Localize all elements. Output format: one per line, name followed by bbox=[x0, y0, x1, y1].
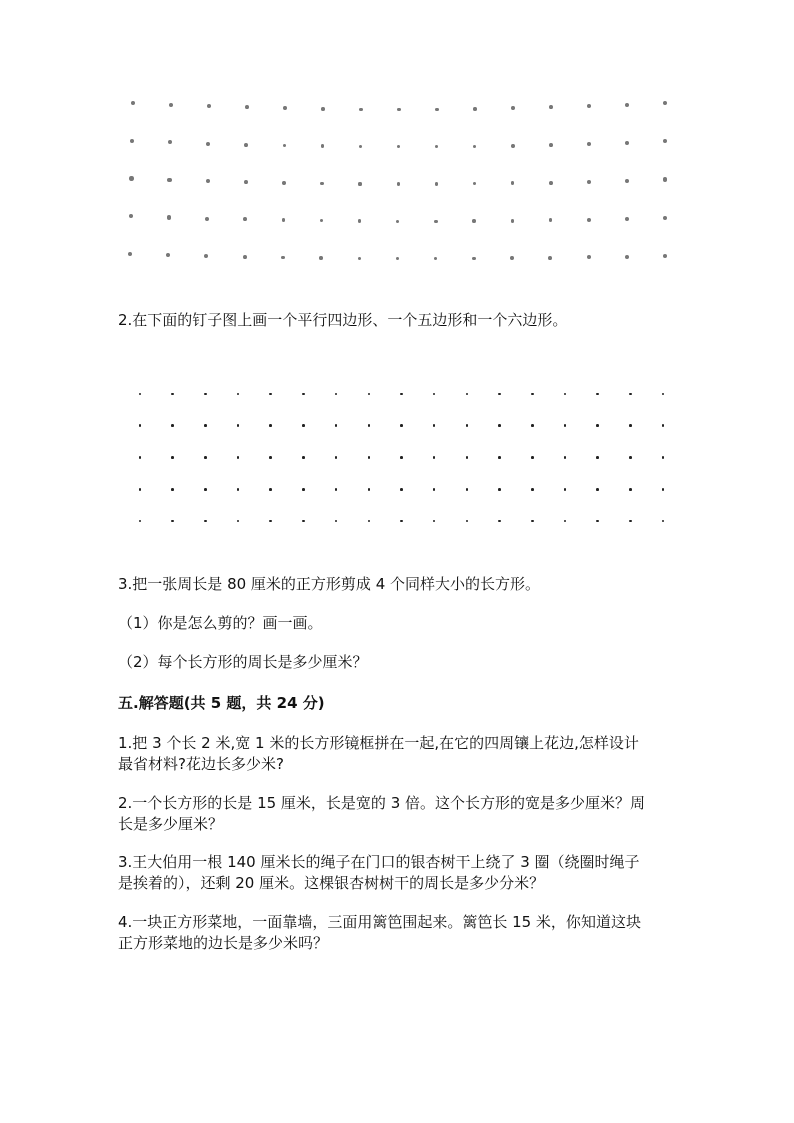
nail-dot bbox=[564, 456, 567, 459]
nail-dot bbox=[564, 393, 567, 396]
nail-dot bbox=[663, 101, 667, 105]
nail-dot bbox=[531, 424, 534, 427]
nail-dot bbox=[335, 424, 338, 427]
nail-dot bbox=[237, 456, 240, 459]
nail-dot bbox=[511, 219, 515, 223]
nail-dot bbox=[319, 256, 323, 260]
nail-dot bbox=[596, 488, 599, 491]
nail-dot bbox=[433, 456, 436, 459]
nail-dot bbox=[435, 108, 438, 111]
nail-dot bbox=[368, 520, 371, 523]
nail-dot bbox=[625, 255, 629, 259]
nail-dot bbox=[662, 456, 665, 459]
nail-dot bbox=[396, 220, 399, 223]
nail-dot bbox=[358, 219, 361, 222]
nail-dot bbox=[204, 520, 207, 523]
nail-dot bbox=[358, 182, 361, 185]
nail-dot bbox=[282, 218, 286, 222]
nail-dot bbox=[435, 145, 438, 148]
nail-dot bbox=[171, 456, 174, 459]
nail-dot bbox=[625, 179, 629, 183]
nail-dot bbox=[269, 520, 272, 523]
nail-dot bbox=[548, 256, 552, 260]
problem-2-text: 2.在下面的钉子图上画一个平行四边形、一个五边形和一个六边形。 bbox=[118, 311, 568, 329]
nail-dot bbox=[320, 219, 324, 223]
nail-dot bbox=[596, 424, 599, 427]
nail-dot bbox=[498, 488, 501, 491]
nail-dot bbox=[207, 104, 211, 108]
nail-dot bbox=[511, 106, 515, 110]
nail-dot bbox=[335, 488, 338, 491]
nail-dot bbox=[549, 143, 553, 147]
problem-3-part-2: （2）每个长方形的周长是多少厘米？ bbox=[118, 653, 368, 671]
nail-dot bbox=[596, 393, 599, 396]
nail-dot bbox=[302, 456, 305, 459]
nail-dot bbox=[473, 145, 477, 149]
nail-dot bbox=[171, 393, 174, 396]
nail-dot bbox=[171, 520, 174, 523]
nail-dot bbox=[302, 488, 305, 491]
nail-dot bbox=[396, 257, 399, 260]
nail-dot bbox=[321, 107, 325, 111]
nail-dot bbox=[128, 252, 132, 256]
nail-dot bbox=[510, 256, 514, 260]
nail-dot bbox=[473, 107, 477, 111]
nail-dot bbox=[237, 393, 240, 396]
nail-dot bbox=[283, 106, 287, 110]
nail-dot bbox=[243, 255, 247, 259]
nail-dot bbox=[244, 180, 248, 184]
nail-dot bbox=[320, 182, 324, 186]
nail-dot bbox=[564, 424, 567, 427]
nail-dot bbox=[549, 218, 553, 222]
nail-dot bbox=[433, 424, 436, 427]
nail-dot bbox=[629, 393, 632, 396]
nail-dot bbox=[205, 217, 209, 221]
q2-line-2: 长是多少厘米？ bbox=[118, 815, 224, 833]
nail-dot bbox=[662, 488, 665, 491]
nail-dot bbox=[368, 456, 371, 459]
nail-board-grid-1 bbox=[0, 0, 794, 300]
nail-dot bbox=[473, 182, 477, 186]
nail-dot bbox=[498, 456, 501, 459]
nail-dot bbox=[629, 456, 632, 459]
nail-dot bbox=[587, 142, 591, 146]
nail-dot bbox=[564, 520, 567, 523]
nail-dot bbox=[206, 142, 210, 146]
nail-dot bbox=[129, 176, 133, 180]
nail-dot bbox=[511, 181, 515, 185]
nail-dot bbox=[237, 520, 240, 523]
nail-dot bbox=[139, 520, 142, 523]
nail-dot bbox=[433, 393, 436, 396]
nail-dot bbox=[167, 215, 171, 219]
nail-dot bbox=[472, 257, 476, 261]
nail-dot bbox=[243, 217, 247, 221]
nail-dot bbox=[206, 179, 210, 183]
nail-dot bbox=[400, 393, 403, 396]
nail-dot bbox=[131, 101, 135, 105]
nail-dot bbox=[397, 182, 400, 185]
nail-dot bbox=[171, 488, 174, 491]
nail-dot bbox=[269, 488, 272, 491]
nail-dot bbox=[335, 456, 338, 459]
nail-dot bbox=[139, 456, 142, 459]
nail-dot bbox=[466, 424, 469, 427]
nail-dot bbox=[466, 456, 469, 459]
nail-dot bbox=[204, 488, 207, 491]
nail-dot bbox=[531, 488, 534, 491]
nail-dot bbox=[397, 145, 400, 148]
problem-3-text: 3.把一张周长是 80 厘米的正方形剪成 4 个同样大小的长方形。 bbox=[118, 575, 541, 593]
nail-dot bbox=[204, 254, 208, 258]
nail-dot bbox=[129, 214, 133, 218]
nail-dot bbox=[596, 520, 599, 523]
problem-3-part-1: （1）你是怎么剪的？画一画。 bbox=[118, 614, 323, 632]
nail-dot bbox=[359, 108, 362, 111]
nail-dot bbox=[139, 488, 142, 491]
nail-dot bbox=[587, 104, 591, 108]
nail-dot bbox=[282, 181, 286, 185]
nail-dot bbox=[629, 424, 632, 427]
nail-dot bbox=[171, 424, 174, 427]
nail-dot bbox=[139, 424, 142, 427]
nail-dot bbox=[531, 520, 534, 523]
nail-dot bbox=[434, 220, 437, 223]
nail-dot bbox=[625, 103, 629, 107]
nail-dot bbox=[166, 253, 170, 257]
nail-dot bbox=[663, 139, 667, 143]
nail-dot bbox=[433, 488, 436, 491]
nail-dot bbox=[466, 520, 469, 523]
nail-dot bbox=[629, 488, 632, 491]
nail-dot bbox=[368, 488, 371, 491]
nail-dot bbox=[564, 488, 567, 491]
nail-dot bbox=[472, 219, 476, 223]
nail-dot bbox=[269, 456, 272, 459]
q4-line-2: 正方形菜地的边长是多少米吗？ bbox=[118, 934, 329, 952]
nail-dot bbox=[204, 456, 207, 459]
nail-dot bbox=[625, 217, 629, 221]
nail-dot bbox=[435, 182, 438, 185]
nail-dot bbox=[587, 255, 591, 259]
nail-dot bbox=[587, 218, 591, 222]
nail-dot bbox=[302, 393, 305, 396]
q3-line-2: 是挨着的），还剩 20 厘米。这棵银杏树树干的周长是多少分米？ bbox=[118, 874, 545, 892]
nail-dot bbox=[169, 103, 173, 107]
nail-dot bbox=[663, 177, 667, 181]
nail-dot bbox=[400, 424, 403, 427]
nail-dot bbox=[397, 108, 400, 111]
nail-board-grid-2 bbox=[0, 370, 794, 540]
nail-dot bbox=[629, 520, 632, 523]
q4-line-1: 4.一块正方形菜地，一面靠墙，三面用篱笆围起来。篱笆长 15 米，你知道这块 bbox=[118, 913, 641, 931]
nail-dot bbox=[662, 393, 665, 396]
nail-dot bbox=[400, 456, 403, 459]
nail-dot bbox=[498, 520, 501, 523]
nail-dot bbox=[511, 144, 515, 148]
nail-dot bbox=[281, 256, 285, 260]
nail-dot bbox=[139, 393, 142, 396]
nail-dot bbox=[663, 216, 667, 220]
nail-dot bbox=[531, 393, 534, 396]
nail-dot bbox=[302, 424, 305, 427]
section-5-title: 五.解答题(共 5 题，共 24 分) bbox=[118, 694, 325, 712]
nail-dot bbox=[400, 488, 403, 491]
nail-dot bbox=[368, 393, 371, 396]
nail-dot bbox=[400, 520, 403, 523]
nail-dot bbox=[237, 488, 240, 491]
nail-dot bbox=[167, 178, 171, 182]
nail-dot bbox=[335, 393, 338, 396]
nail-dot bbox=[204, 393, 207, 396]
q1-line-1: 1.把 3 个长 2 米,宽 1 米的长方形镜框拼在一起,在它的四周镶上花边,怎样设计 bbox=[118, 734, 639, 752]
nail-dot bbox=[498, 393, 501, 396]
nail-dot bbox=[359, 145, 362, 148]
nail-dot bbox=[625, 141, 629, 145]
q1-line-2: 最省材料?花边长多少米? bbox=[118, 755, 284, 773]
nail-dot bbox=[130, 139, 134, 143]
q3-line-1: 3.王大伯用一根 140 厘米长的绳子在门口的银杏树干上绕了 3 圈（绕圈时绳子 bbox=[118, 853, 640, 871]
nail-dot bbox=[466, 488, 469, 491]
nail-dot bbox=[596, 456, 599, 459]
nail-dot bbox=[204, 424, 207, 427]
nail-dot bbox=[434, 257, 437, 260]
nail-dot bbox=[549, 181, 553, 185]
nail-dot bbox=[321, 144, 325, 148]
nail-dot bbox=[498, 424, 501, 427]
nail-dot bbox=[335, 520, 338, 523]
nail-dot bbox=[245, 105, 249, 109]
nail-dot bbox=[662, 424, 665, 427]
nail-dot bbox=[269, 424, 272, 427]
nail-dot bbox=[531, 456, 534, 459]
nail-dot bbox=[662, 520, 665, 523]
nail-dot bbox=[244, 143, 248, 147]
q2-line-1: 2.一个长方形的长是 15 厘米，长是宽的 3 倍。这个长方形的宽是多少厘米？周 bbox=[118, 794, 646, 812]
nail-dot bbox=[549, 105, 553, 109]
nail-dot bbox=[663, 254, 667, 258]
nail-dot bbox=[466, 393, 469, 396]
nail-dot bbox=[368, 424, 371, 427]
nail-dot bbox=[358, 257, 361, 260]
nail-dot bbox=[283, 144, 287, 148]
nail-dot bbox=[433, 520, 436, 523]
nail-dot bbox=[237, 424, 240, 427]
nail-dot bbox=[168, 140, 172, 144]
nail-dot bbox=[587, 180, 591, 184]
nail-dot bbox=[302, 520, 305, 523]
nail-dot bbox=[269, 393, 272, 396]
